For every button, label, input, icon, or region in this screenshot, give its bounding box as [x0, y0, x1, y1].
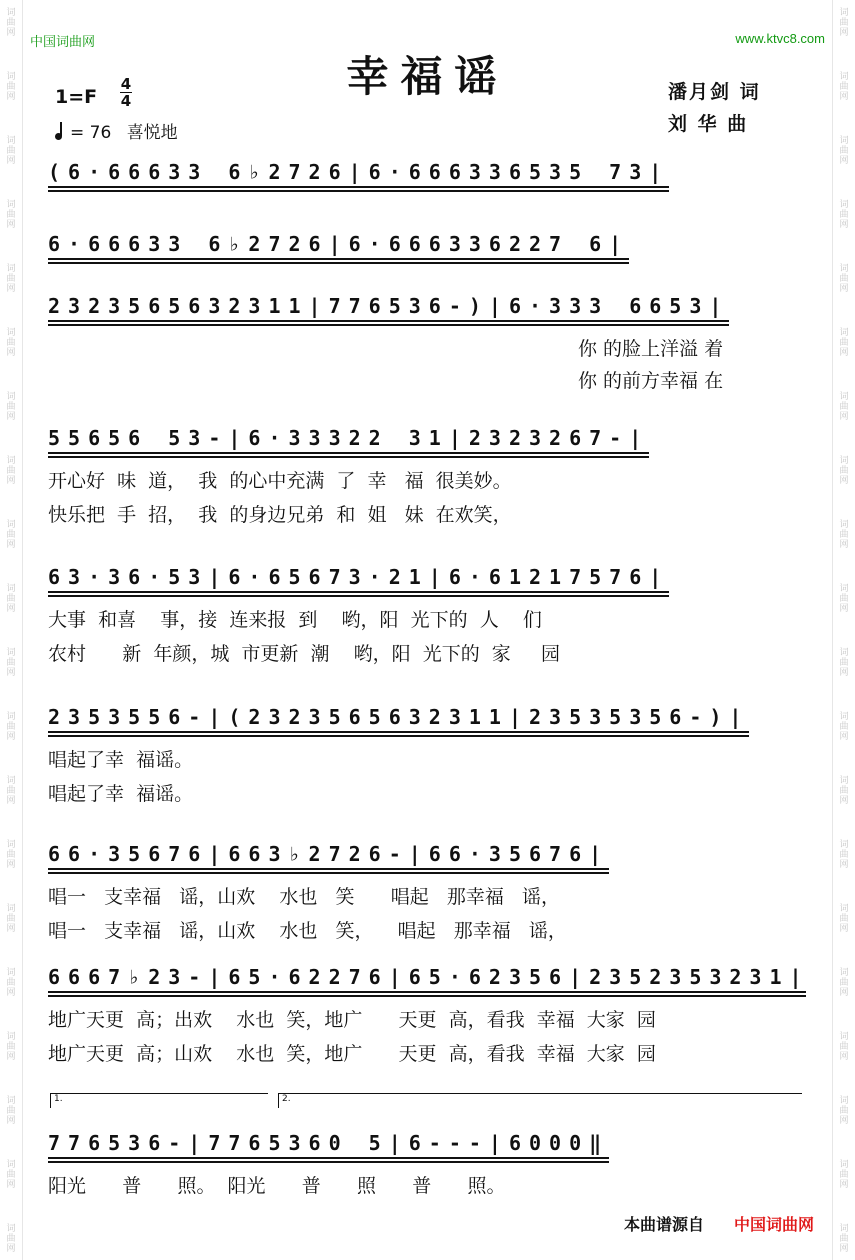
rhythm-underline — [48, 591, 669, 593]
side-watermark-text: 词 曲 网 — [6, 584, 16, 614]
lyric-verse-2: 快乐把 手 招， 我 的身边兄弟 和 姐 妹 在欢笑， — [48, 504, 512, 526]
source-label: 本曲谱源自 — [624, 1215, 705, 1234]
side-watermark-text: 词 曲 网 — [839, 136, 849, 166]
side-watermark-text: 词 曲 网 — [839, 904, 849, 934]
side-watermark-text: 词 曲 网 — [6, 72, 16, 102]
key-signature: 1=F — [55, 86, 98, 108]
rhythm-underline-double — [48, 872, 609, 874]
side-watermark-text: 词 曲 网 — [6, 392, 16, 422]
side-watermark-text: 词 曲 网 — [6, 200, 16, 230]
lyric-verse-1: 开心好 味 道， 我 的心中充满 了 幸 福 很美妙。 — [48, 470, 512, 492]
side-watermark-text: 词 曲 网 — [6, 456, 16, 486]
rhythm-underline — [48, 991, 806, 993]
side-watermark-text: 词 曲 网 — [6, 264, 16, 294]
side-watermark-text: 词 曲 网 — [839, 1096, 849, 1126]
volta-bracket-1 — [50, 1093, 268, 1108]
notes-line: 66·35676|663♭2726-|66·35676| — [48, 842, 610, 866]
side-watermark-text: 词 曲 网 — [6, 840, 16, 870]
lyric-verse-1: 唱起了幸 福谣。 — [48, 749, 194, 771]
side-watermark-text: 词 曲 网 — [6, 648, 16, 678]
side-watermark-text: 词 曲 网 — [839, 1032, 849, 1062]
lyric-verse-1: 阳光 普 照。 阳光 普 照 普 照。 — [48, 1175, 506, 1197]
time-sig-bottom: 4 — [120, 92, 132, 110]
side-watermark-text: 词 曲 网 — [839, 8, 849, 38]
rhythm-underline-double — [48, 324, 729, 326]
rhythm-underline-double — [48, 456, 649, 458]
rhythm-underline-double — [48, 995, 806, 997]
notes-line: 6·66633 6♭2726|6·666336227 6| — [48, 232, 630, 256]
side-watermark-text: 词 曲 网 — [6, 8, 16, 38]
side-watermark-text: 词 曲 网 — [6, 1160, 16, 1190]
lyric-verse-1: 大事 和喜 事，接 连来报 到 哟，阳 光下的 人 们 — [48, 609, 542, 631]
side-watermark-text: 词 曲 网 — [6, 328, 16, 358]
expression-mark: 喜悦地 — [126, 123, 178, 143]
lyric-verse-2: 你 的前方幸福 在 — [578, 370, 724, 392]
side-watermark-text: 词 曲 网 — [839, 264, 849, 294]
quarter-note-stem — [60, 122, 62, 136]
side-watermark-text: 词 曲 网 — [6, 520, 16, 550]
song-title: 幸福谣 — [346, 52, 509, 101]
right-watermark-strip — [832, 0, 855, 1260]
lyric-verse-2: 唱一 支幸福 谣，山欢 水也 笑， 唱起 那幸福 谣， — [48, 920, 567, 942]
credits — [668, 76, 761, 140]
notes-line: 776536-|7765360 5|6---|6000‖ — [48, 1131, 610, 1155]
side-watermark-text: 词 曲 网 — [6, 1096, 16, 1126]
tempo-marking — [55, 118, 178, 143]
volta-bracket-2 — [278, 1093, 802, 1108]
side-watermark-text: 词 曲 网 — [6, 1224, 16, 1254]
side-watermark-text: 词 曲 网 — [839, 72, 849, 102]
lyric-verse-1: 唱一 支幸福 谣，山欢 水也 笑 唱起 那幸福 谣， — [48, 886, 560, 908]
rhythm-underline — [48, 452, 649, 454]
rhythm-underline-double — [48, 1161, 609, 1163]
notes-line: 55656 53-|6·33322 31|2323267-| — [48, 426, 650, 450]
side-watermark-text: 词 曲 网 — [839, 1160, 849, 1190]
side-watermark-text: 词 曲 网 — [839, 392, 849, 422]
rhythm-underline — [48, 731, 749, 733]
notes-line: (6·66633 6♭2726|6·666336535 73| — [48, 160, 670, 184]
rhythm-underline-double — [48, 595, 669, 597]
notes-line: 2323565632311|776536-)|6·333 6653| — [48, 294, 730, 318]
side-watermark-text: 词 曲 网 — [839, 328, 849, 358]
composer: 刘 华 曲 — [668, 113, 749, 135]
side-watermark-text: 词 曲 网 — [839, 712, 849, 742]
side-watermark-text: 词 曲 网 — [839, 968, 849, 998]
side-watermark-text: 词 曲 网 — [839, 200, 849, 230]
side-watermark-text: 词 曲 网 — [6, 904, 16, 934]
side-watermark-text: 词 曲 网 — [6, 136, 16, 166]
volta-label-2: 2. — [282, 1094, 291, 1104]
side-watermark-text: 词 曲 网 — [839, 520, 849, 550]
notes-line: 6667♭23-|65·62276|65·62356|2352353231| — [48, 965, 810, 989]
notes-line: 63·36·53|6·65673·21|6·61217576| — [48, 565, 670, 589]
rhythm-underline — [48, 868, 609, 870]
rhythm-underline-double — [48, 735, 749, 737]
time-sig-top: 4 — [120, 75, 132, 93]
tempo-value: = 76 — [70, 123, 112, 143]
rhythm-underline-double — [48, 190, 669, 192]
side-watermark-text: 词 曲 网 — [6, 776, 16, 806]
rhythm-underline-double — [48, 262, 629, 264]
rhythm-underline — [48, 1157, 609, 1159]
source-site-link[interactable]: 中国词曲网 — [734, 1215, 815, 1234]
rhythm-underline — [48, 320, 729, 322]
lyric-verse-1: 地广天更 高；出欢 水也 笑，地广 天更 高，看我 幸福 大家 园 — [48, 1009, 656, 1031]
side-watermark-text: 词 曲 网 — [839, 1224, 849, 1254]
side-watermark-text: 词 曲 网 — [6, 1032, 16, 1062]
lyricist: 潘月剑 词 — [668, 81, 761, 103]
lyric-verse-2: 地广天更 高；山欢 水也 笑，地广 天更 高，看我 幸福 大家 园 — [48, 1043, 656, 1065]
time-signature — [120, 76, 132, 109]
side-watermark-text: 词 曲 网 — [839, 584, 849, 614]
volta-label-1: 1. — [54, 1094, 63, 1104]
rhythm-underline — [48, 186, 669, 188]
notes-line: 2353556-|(2323565632311|23535356-)| — [48, 705, 750, 729]
lyric-verse-1: 你 的脸上洋溢 着 — [578, 338, 724, 360]
side-watermark-text: 词 曲 网 — [839, 648, 849, 678]
left-watermark-strip — [0, 0, 23, 1260]
side-watermark-text: 词 曲 网 — [6, 712, 16, 742]
side-watermark-text: 词 曲 网 — [839, 840, 849, 870]
lyric-verse-2: 唱起了幸 福谣。 — [48, 783, 194, 805]
side-watermark-text: 词 曲 网 — [839, 456, 849, 486]
site-name-left[interactable]: 中国词曲网 — [30, 35, 96, 50]
side-watermark-text: 词 曲 网 — [839, 776, 849, 806]
site-url-right[interactable]: www.ktvc8.com — [735, 31, 825, 46]
lyric-verse-2: 农村 新 年颜，城 市更新 潮 哟，阳 光下的 家 园 — [48, 643, 560, 665]
rhythm-underline — [48, 258, 629, 260]
side-watermark-text: 词 曲 网 — [6, 968, 16, 998]
